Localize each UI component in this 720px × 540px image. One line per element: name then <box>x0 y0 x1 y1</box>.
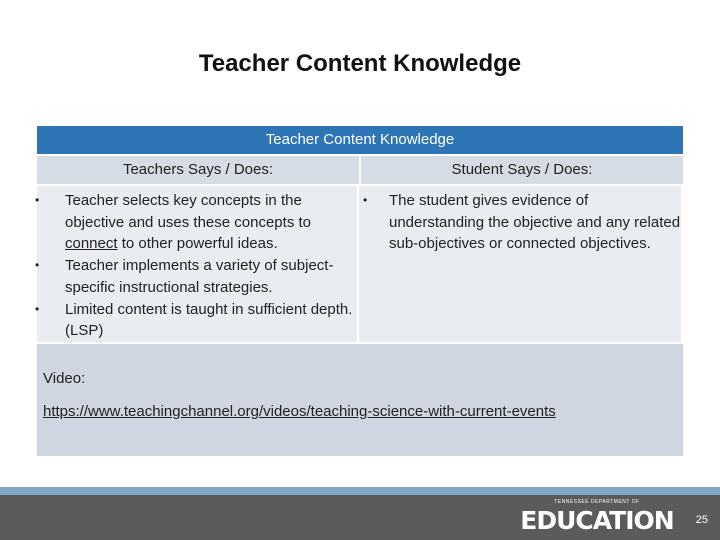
student-cell <box>359 186 681 342</box>
student-bullet-text: The student gives evidence of understanding the objective and any related sub-objectives or connected objectives. <box>389 192 681 253</box>
teacher-cell <box>37 186 359 342</box>
student-bullet-item <box>359 190 681 255</box>
content-knowledge-table <box>37 126 683 456</box>
logo-subtitle: TENNESSEE DEPARTMENT OF <box>554 499 640 505</box>
student-column-header: Student Says / Does: <box>361 156 683 184</box>
teacher-bullet-item <box>27 299 357 342</box>
video-cell <box>37 344 683 456</box>
page-number: 25 <box>695 514 708 526</box>
footer-bar <box>0 495 720 540</box>
body-row <box>37 186 683 342</box>
bullet-text-underlined: connect <box>65 235 118 253</box>
bullet-text-pre: Teacher selects key concepts in the objective and uses these concepts to <box>65 192 311 231</box>
teacher-column-header: Teachers Says / Does: <box>37 156 361 184</box>
student-bullet-list <box>359 190 681 255</box>
logo-wordmark: EDUCATION <box>520 506 674 535</box>
teacher-bullet-item <box>27 255 357 298</box>
video-label: Video: <box>43 370 86 387</box>
slide-title: Teacher Content Knowledge <box>198 50 522 77</box>
table-header: Teacher Content Knowledge <box>37 126 683 156</box>
bullet-icon: • <box>363 193 368 207</box>
column-header-row <box>37 156 683 184</box>
footer-stripe <box>0 487 720 495</box>
bullet-icon: • <box>35 258 40 273</box>
teacher-bullet-item <box>27 190 357 255</box>
bullet-icon: • <box>35 193 40 207</box>
video-link[interactable]: https://www.teachingchannel.org/videos/teaching-science-with-current-events <box>43 403 556 420</box>
bullet-text-post: to other powerful ideas. <box>117 235 278 253</box>
education-logo <box>512 497 682 535</box>
bullet-text-pre: Teacher implements a variety of subject-specific instructional strategies. <box>65 257 334 296</box>
teacher-bullet-list <box>37 190 357 342</box>
bullet-text-pre: Limited content is taught in sufficient depth. (LSP) <box>65 300 353 340</box>
bullet-icon: • <box>35 301 40 316</box>
